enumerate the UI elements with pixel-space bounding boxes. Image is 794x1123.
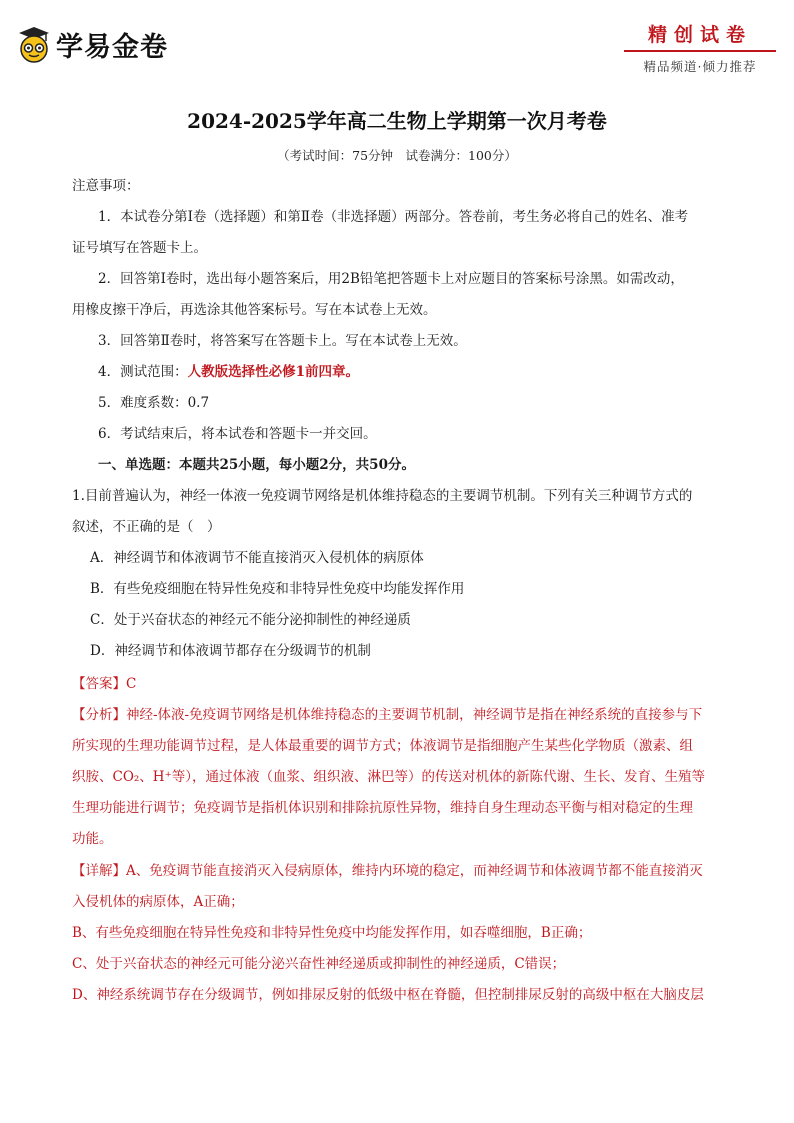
brand-divider (624, 50, 776, 52)
brand-title: 精创试卷 (647, 24, 752, 46)
q1-stem-line-2: 叙述，不正确的是（ ） (72, 519, 221, 535)
q1-option-b: B．有些免疫细胞在特异性免疫和非特异性免疫中均能发挥作用 (90, 581, 465, 597)
note-4-prefix: 4．测试范围： (98, 364, 188, 380)
q1-analysis-line-4: 生理功能进行调节；免疫调节是指机体识别和排除抗原性异物，维持自身生理动态平衡与相对稳定的生理 (72, 800, 693, 816)
note-1-line-2: 证号填写在答题卡上。 (72, 240, 207, 256)
logo (16, 24, 168, 64)
note-2-line-2: 用橡皮擦干净后，再选涂其他答案标号。写在本试卷上无效。 (72, 302, 437, 318)
q1-detail-line-2: 入侵机体的病原体，A正确； (72, 894, 244, 910)
q1-stem-line-1: 1.目前普遍认为，神经一体液一免疫调节网络是机体维持稳态的主要调节机制。下列有关三种调节方式的 (72, 488, 693, 504)
q1-analysis-line-3: 织胺、CO₂、H⁺等），通过体液（血浆、组织液、淋巴等）的传送对机体的新陈代谢、生长、发育、生殖等 (72, 769, 705, 785)
q1-option-c: C．处于兴奋状态的神经元不能分泌抑制性的神经递质 (90, 612, 411, 628)
section-heading: 一、单选题：本题共25小题，每小题2分，共50分。 (98, 457, 415, 473)
q1-detail-line-1: 【详解】A、免疫调节能直接消灭入侵病原体，维持内环境的稳定，而神经调节和体液调节都不能直接消灭 (72, 863, 703, 879)
q1-detail-line-3: B、有些免疫细胞在特异性免疫和非特异性免疫中均能发挥作用，如吞噬细胞，B正确； (72, 925, 592, 941)
note-5: 5．难度系数：0.7 (98, 395, 210, 411)
exam-subtitle: （考试时间：75分钟 试卷满分：100分） (277, 148, 517, 163)
q1-detail-line-5: D、神经系统调节存在分级调节，例如排尿反射的低级中枢在脊髓，但控制排尿反射的高级中枢在大脑皮层 (72, 987, 704, 1003)
exam-title: 2024-2025学年高二生物上学期第一次月考卷 (187, 109, 607, 133)
logo-mascot-icon (16, 24, 52, 64)
brand-badge (624, 22, 776, 75)
q1-analysis-line-5: 功能。 (72, 831, 113, 847)
q1-option-a: A．神经调节和体液调节不能直接消灭入侵机体的病原体 (90, 550, 424, 566)
notes-heading: 注意事项： (72, 178, 140, 194)
note-1-line-1: 1．本试卷分第Ⅰ卷（选择题）和第Ⅱ卷（非选择题）两部分。答卷前，考生务必将自己的姓名、准考 (98, 209, 689, 225)
note-4 (72, 362, 750, 382)
q1-analysis-line-2: 所实现的生理功能调节过程，是人体最重要的调节方式；体液调节是指细胞产生某些化学物质（激素、组 (72, 738, 693, 754)
brand-subtitle: 精品频道·倾力推荐 (643, 59, 757, 74)
note-3: 3．回答第Ⅱ卷时，将答案写在答题卡上。写在本试卷上无效。 (98, 333, 467, 349)
note-4-scope: 人教版选择性必修1前四章。 (187, 364, 359, 380)
q1-answer: 【答案】C (72, 676, 137, 692)
q1-option-d: D．神经调节和体液调节都存在分级调节的机制 (90, 643, 371, 659)
q1-analysis-line-1: 【分析】神经-体液-免疫调节网络是机体维持稳态的主要调节机制，神经调节是指在神经系统的直接参与下 (72, 707, 703, 723)
q1-detail-line-4: C、处于兴奋状态的神经元可能分泌兴奋性神经递质或抑制性的神经递质，C错误； (72, 956, 566, 972)
note-2-line-1: 2．回答第Ⅰ卷时，选出每小题答案后，用2B铅笔把答题卡上对应题目的答案标号涂黑。如需改动， (98, 271, 684, 287)
note-6: 6．考试结束后，将本试卷和答题卡一并交回。 (98, 426, 377, 442)
logo-text: 学易金卷 (56, 31, 168, 63)
